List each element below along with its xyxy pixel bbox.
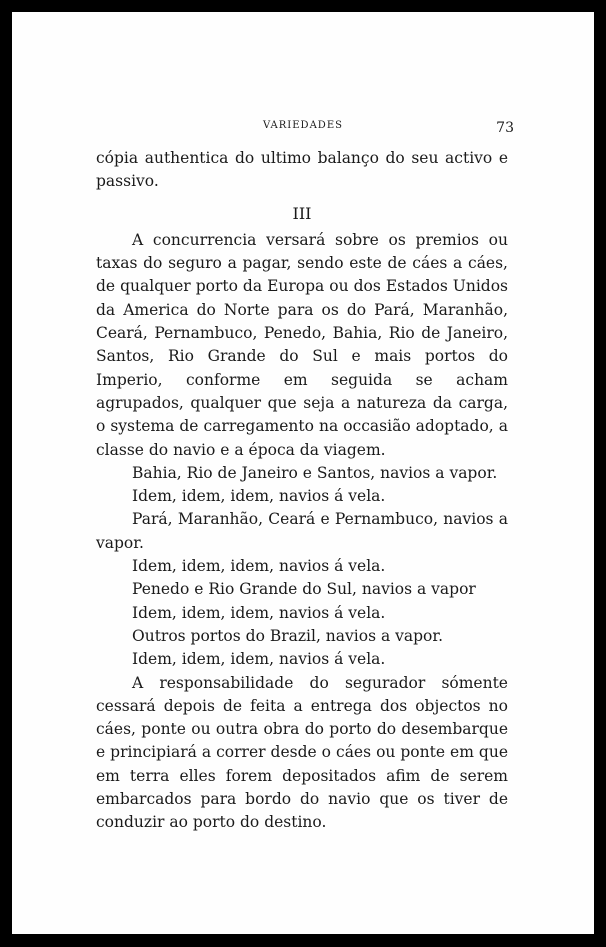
paragraph: Penedo e Rio Grande do Sul, navios a vapor — [132, 580, 476, 599]
paragraph: Idem, idem, idem, navios á vela. — [132, 557, 386, 576]
book-page — [12, 12, 594, 934]
section-heading: III — [292, 203, 312, 223]
paragraph-continuation: cópia authentica do ultimo balanço do seu activo e passivo. — [96, 149, 508, 191]
paragraph: Outros portos do Brazil, navios a vapor. — [132, 626, 444, 645]
paragraph: Pará, Maranhão, Ceará e Pernambuco, navios a vapor. — [96, 510, 508, 552]
paragraph: Idem, idem, idem, navios á vela. — [132, 650, 386, 669]
paragraph: Idem, idem, idem, navios á vela. — [132, 487, 386, 506]
page-number: 73 — [496, 120, 514, 136]
paragraph: A concurrencia versará sobre os premios ou taxas do seguro a pagar, sendo este de cáes a cáes, de qualquer porto da Europa ou dos Estados Unidos da America do Norte para os do Pará, Maranhão, Ceará, Pernambuco, Penedo, Bahia, Rio de Janeiro, Santos, Rio Grande do Sul e mais portos do Imperio, conforme em seguida se acham agrupados, qualquer que seja a natureza da carga, o systema de carregamento na occasião adoptado, a classe do navio e a época da viagem. — [96, 230, 508, 459]
paragraph: A responsabilidade do segurador sómente cessará depois de feita a entrega dos objectos no cáes, ponte ou outra obra do porto do desembarque e principiará a correr desde o cáes ou ponte em que em terra elles forem depositados afim de serem embarcados para bordo do navio que os tiver de conduzir ao porto do destino. — [96, 673, 508, 832]
paragraph: Idem, idem, idem, navios á vela. — [132, 603, 386, 622]
body-text — [96, 147, 508, 835]
paragraph: Bahia, Rio de Janeiro e Santos, navios a vapor. — [132, 463, 498, 482]
running-head: VARIEDADES — [263, 120, 343, 131]
